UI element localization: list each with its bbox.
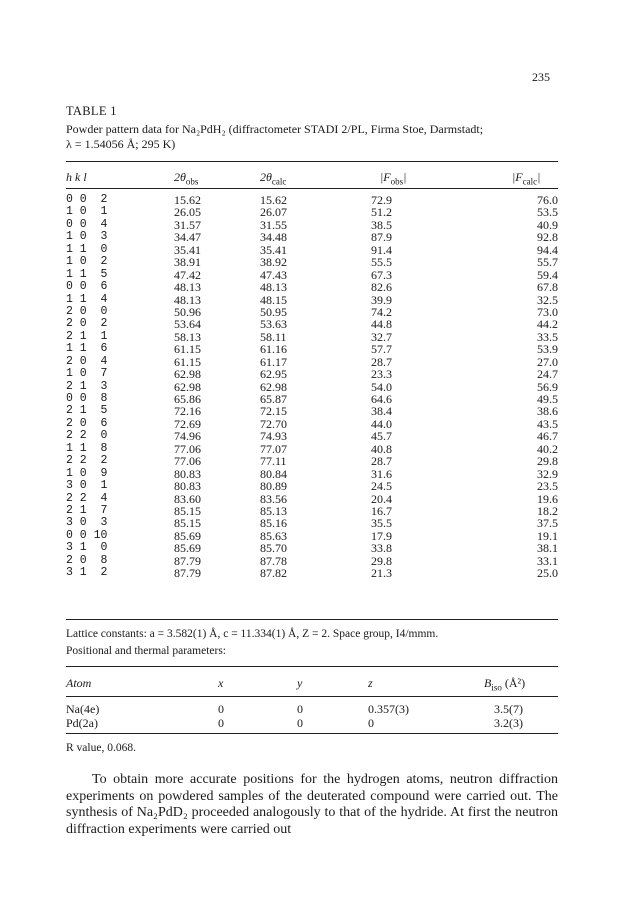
pos-row-biso-0: 3.5(7) bbox=[494, 702, 523, 716]
cell-calc: 26.07 bbox=[260, 205, 287, 220]
cell-fc: 32.5 bbox=[537, 292, 558, 307]
cell-obs: 77.06 bbox=[174, 441, 201, 456]
header-f-obs bbox=[380, 170, 406, 186]
table-row bbox=[66, 567, 558, 579]
cell-hkl: 2 1 7 bbox=[66, 503, 108, 517]
cell-calc: 31.55 bbox=[260, 217, 287, 232]
cell-fc: 37.5 bbox=[537, 516, 558, 531]
cell-calc: 83.56 bbox=[260, 491, 287, 506]
table-row bbox=[66, 468, 558, 480]
table-row bbox=[66, 368, 558, 380]
cell-fo: 24.5 bbox=[371, 479, 392, 494]
cell-fc: 49.5 bbox=[537, 392, 558, 406]
cell-fc: 53.5 bbox=[537, 205, 558, 220]
cell-fo: 54.0 bbox=[371, 379, 392, 394]
cell-hkl: 3 0 1 bbox=[66, 479, 108, 493]
cell-fc: 19.6 bbox=[537, 491, 558, 506]
cell-obs: 87.79 bbox=[174, 566, 201, 581]
pos-header-atom-text: Atom bbox=[66, 676, 92, 690]
table-row bbox=[66, 517, 558, 529]
cell-calc: 77.07 bbox=[260, 441, 287, 456]
cell-fo: 55.5 bbox=[371, 255, 392, 270]
cell-fo: 44.0 bbox=[371, 416, 392, 431]
body-paragraph bbox=[66, 772, 558, 838]
cell-obs: 72.69 bbox=[174, 416, 201, 431]
table-row bbox=[66, 194, 558, 206]
table-row bbox=[66, 505, 558, 517]
cell-fc: 33.5 bbox=[537, 329, 558, 344]
cell-calc: 34.48 bbox=[260, 230, 287, 245]
cell-obs: 85.15 bbox=[174, 503, 201, 518]
cell-fc: 23.5 bbox=[537, 479, 558, 494]
cell-hkl: 2 2 4 bbox=[66, 491, 108, 505]
cell-obs: 34.47 bbox=[174, 230, 201, 245]
cell-fo: 21.3 bbox=[371, 566, 392, 581]
cell-obs: 47.42 bbox=[174, 267, 201, 282]
pos-header-y bbox=[297, 676, 302, 691]
cell-calc: 61.17 bbox=[260, 354, 287, 369]
lattice-constants: Lattice constants: a = 3.582(1) Å, c = 11.334(1) Å, Z = 2. Space group, I4/mmm. bbox=[66, 628, 439, 640]
cell-fo: 20.4 bbox=[371, 491, 392, 506]
cell-hkl: 1 0 1 bbox=[66, 205, 108, 219]
cell-hkl: 0 0 6 bbox=[66, 280, 108, 294]
cell-calc: 50.95 bbox=[260, 304, 287, 319]
table-row bbox=[66, 219, 558, 231]
table-row bbox=[66, 542, 558, 554]
cell-fc: 46.7 bbox=[537, 429, 558, 444]
cell-obs: 31.57 bbox=[174, 217, 201, 232]
cell-hkl: 2 0 6 bbox=[66, 416, 108, 430]
header-2theta-obs-sub: obs bbox=[185, 176, 199, 187]
table-row bbox=[66, 393, 558, 405]
cell-fc: 24.7 bbox=[537, 367, 558, 382]
cell-hkl: 1 0 2 bbox=[66, 255, 108, 269]
cell-hkl: 2 0 0 bbox=[66, 304, 108, 318]
cell-obs: 85.69 bbox=[174, 528, 201, 543]
cell-fc: 94.4 bbox=[537, 242, 558, 257]
cell-fc: 29.8 bbox=[537, 454, 558, 469]
table-label: TABLE 1 bbox=[66, 104, 117, 118]
cell-obs: 62.98 bbox=[174, 367, 201, 382]
cell-obs: 61.15 bbox=[174, 354, 201, 369]
cell-hkl: 0 0 4 bbox=[66, 217, 108, 231]
top-rule bbox=[66, 161, 558, 162]
cell-hkl: 1 1 5 bbox=[66, 267, 108, 281]
cell-hkl: 2 0 8 bbox=[66, 553, 108, 567]
table-row bbox=[66, 281, 558, 293]
cell-obs: 80.83 bbox=[174, 466, 201, 481]
table-row bbox=[66, 306, 558, 318]
cell-calc: 74.93 bbox=[260, 429, 287, 444]
cell-obs: 85.15 bbox=[174, 516, 201, 531]
pos-header-x bbox=[218, 676, 223, 691]
cell-obs: 48.13 bbox=[174, 292, 201, 307]
cell-hkl: 2 2 0 bbox=[66, 429, 108, 443]
pos-row-z-0: 0.357(3) bbox=[368, 702, 409, 716]
cell-fc: 53.9 bbox=[537, 342, 558, 357]
cell-fo: 57.7 bbox=[371, 342, 392, 357]
cell-calc: 85.70 bbox=[260, 541, 287, 556]
cell-calc: 87.78 bbox=[260, 553, 287, 568]
cell-calc: 47.43 bbox=[260, 267, 287, 282]
header-2theta-obs-text: 2θ bbox=[174, 170, 186, 184]
pos-header-y-text: y bbox=[297, 676, 303, 690]
cell-calc: 62.98 bbox=[260, 379, 287, 394]
cell-obs: 87.79 bbox=[174, 553, 201, 568]
table-row bbox=[66, 430, 558, 442]
cell-obs: 77.06 bbox=[174, 454, 201, 469]
cell-fc: 33.1 bbox=[537, 553, 558, 568]
cell-calc: 15.62 bbox=[260, 193, 287, 207]
cell-fo: 17.9 bbox=[371, 528, 392, 543]
cell-fo: 45.7 bbox=[371, 429, 392, 444]
cell-calc: 58.11 bbox=[260, 329, 287, 344]
cell-hkl: 2 1 3 bbox=[66, 379, 108, 393]
header-2theta-calc bbox=[260, 170, 286, 186]
cell-hkl: 2 1 1 bbox=[66, 329, 108, 343]
table-row bbox=[66, 455, 558, 467]
cell-fo: 67.3 bbox=[371, 267, 392, 282]
cell-calc: 85.16 bbox=[260, 516, 287, 531]
cell-fc: 19.1 bbox=[537, 528, 558, 543]
pos-row-x-1: 0 bbox=[218, 716, 224, 730]
table-row bbox=[66, 331, 558, 343]
cell-calc: 80.89 bbox=[260, 479, 287, 494]
pos-row-y-1: 0 bbox=[297, 716, 303, 730]
cell-fc: 32.9 bbox=[537, 466, 558, 481]
cell-calc: 48.13 bbox=[260, 280, 287, 295]
body-paragraph-text: To obtain more accurate positions for the hydrogen atoms, neutron diffraction experiments on powdered samples of the deuterated compound were carried out. The synthesis of Na₂PdD₂ proceeded analogously to that of the hydride. At first the neutron diffraction experiments were carried out bbox=[66, 772, 558, 837]
cell-obs: 80.83 bbox=[174, 479, 201, 494]
table-row bbox=[66, 269, 558, 281]
cell-obs: 50.96 bbox=[174, 304, 201, 319]
pos-header-atom bbox=[66, 676, 91, 691]
header-f-obs-bar: | bbox=[403, 170, 407, 184]
positional-top-rule bbox=[66, 666, 558, 667]
cell-hkl: 1 0 3 bbox=[66, 230, 108, 244]
pos-row-atom-1: Pd(2a) bbox=[66, 716, 98, 730]
positional-bottom-rule bbox=[66, 733, 558, 734]
cell-fc: 38.1 bbox=[537, 541, 558, 556]
cell-fo: 64.6 bbox=[371, 392, 392, 406]
cell-fc: 56.9 bbox=[537, 379, 558, 394]
cell-obs: 62.98 bbox=[174, 379, 201, 394]
cell-fo: 91.4 bbox=[371, 242, 392, 257]
cell-fo: 28.7 bbox=[371, 454, 392, 469]
cell-calc: 72.70 bbox=[260, 416, 287, 431]
cell-hkl: 1 1 8 bbox=[66, 441, 108, 455]
cell-fo: 38.4 bbox=[371, 404, 392, 419]
cell-fc: 44.2 bbox=[537, 317, 558, 332]
cell-fo: 38.5 bbox=[371, 217, 392, 232]
cell-fc: 38.6 bbox=[537, 404, 558, 419]
cell-fc: 59.4 bbox=[537, 267, 558, 282]
cell-obs: 35.41 bbox=[174, 242, 201, 257]
cell-fc: 40.9 bbox=[537, 217, 558, 232]
cell-fc: 73.0 bbox=[537, 304, 558, 319]
cell-calc: 85.13 bbox=[260, 503, 287, 518]
cell-hkl: 1 0 9 bbox=[66, 466, 108, 480]
cell-calc: 65.87 bbox=[260, 392, 287, 406]
cell-obs: 53.64 bbox=[174, 317, 201, 332]
table-row bbox=[66, 244, 558, 256]
cell-calc: 87.82 bbox=[260, 566, 287, 581]
cell-hkl: 3 1 2 bbox=[66, 566, 108, 580]
pos-row-x-0: 0 bbox=[218, 702, 224, 716]
cell-obs: 72.16 bbox=[174, 404, 201, 419]
cell-fo: 31.6 bbox=[371, 466, 392, 481]
cell-obs: 85.69 bbox=[174, 541, 201, 556]
pos-header-z-text: z bbox=[368, 676, 373, 690]
header-hkl-text: h k l bbox=[66, 170, 87, 184]
cell-obs: 38.91 bbox=[174, 255, 201, 270]
cell-fo: 23.3 bbox=[371, 367, 392, 382]
cell-hkl: 2 0 4 bbox=[66, 354, 108, 368]
cell-fc: 55.7 bbox=[537, 255, 558, 270]
cell-calc: 80.84 bbox=[260, 466, 287, 481]
cell-fo: 72.9 bbox=[371, 193, 392, 207]
header-2theta-calc-text: 2θ bbox=[260, 170, 272, 184]
cell-fc: 43.5 bbox=[537, 416, 558, 431]
table-row bbox=[66, 318, 558, 330]
cell-obs: 61.15 bbox=[174, 342, 201, 357]
cell-hkl: 0 0 10 bbox=[66, 528, 108, 542]
table-row bbox=[66, 443, 558, 455]
cell-fc: 67.8 bbox=[537, 280, 558, 295]
cell-hkl: 1 1 4 bbox=[66, 292, 108, 306]
table-caption bbox=[66, 122, 558, 152]
table-row bbox=[66, 480, 558, 492]
cell-hkl: 2 2 2 bbox=[66, 454, 108, 468]
header-f-obs-text: |F bbox=[380, 170, 391, 184]
cell-fo: 82.6 bbox=[371, 280, 392, 295]
cell-fc: 76.0 bbox=[537, 193, 558, 207]
cell-calc: 53.63 bbox=[260, 317, 287, 332]
r-value: R value, 0.068. bbox=[66, 742, 136, 754]
table-row bbox=[66, 493, 558, 505]
header-f-calc-sub: calc bbox=[522, 176, 538, 187]
cell-fo: 33.8 bbox=[371, 541, 392, 556]
cell-fc: 40.2 bbox=[537, 441, 558, 456]
cell-obs: 74.96 bbox=[174, 429, 201, 444]
header-f-obs-sub: obs bbox=[390, 176, 404, 187]
cell-hkl: 1 0 7 bbox=[66, 367, 108, 381]
cell-calc: 61.16 bbox=[260, 342, 287, 357]
cell-hkl: 3 0 3 bbox=[66, 516, 108, 530]
table-row bbox=[66, 381, 558, 393]
cell-calc: 72.15 bbox=[260, 404, 287, 419]
pos-row-atom-0: Na(4e) bbox=[66, 702, 100, 716]
caption-line-1: Powder pattern data for Na₂PdH₂ (diffractometer STADI 2/PL, Firma Stoe, Darmstadt; bbox=[66, 122, 484, 136]
cell-obs: 26.05 bbox=[174, 205, 201, 220]
cell-hkl: 1 1 6 bbox=[66, 342, 108, 356]
cell-obs: 65.86 bbox=[174, 392, 201, 406]
pos-header-z bbox=[368, 676, 373, 691]
pos-row-biso-1: 3.2(3) bbox=[494, 716, 523, 730]
table-row bbox=[66, 294, 558, 306]
cell-fc: 18.2 bbox=[537, 503, 558, 518]
cell-fo: 39.9 bbox=[371, 292, 392, 307]
pos-header-biso-text: B bbox=[484, 676, 492, 690]
header-hkl bbox=[66, 170, 87, 185]
pos-header-biso-unit: (Å²) bbox=[501, 676, 526, 690]
cell-calc: 38.92 bbox=[260, 255, 287, 270]
cell-calc: 77.11 bbox=[260, 454, 287, 469]
header-f-calc-bar: | bbox=[537, 170, 541, 184]
cell-fo: 87.9 bbox=[371, 230, 392, 245]
cell-calc: 62.95 bbox=[260, 367, 287, 382]
cell-hkl: 1 1 0 bbox=[66, 242, 108, 256]
cell-fo: 74.2 bbox=[371, 304, 392, 319]
cell-obs: 15.62 bbox=[174, 193, 201, 207]
page-number: 235 bbox=[532, 70, 550, 84]
cell-calc: 35.41 bbox=[260, 242, 287, 257]
table-row bbox=[66, 530, 558, 542]
pos-header-biso bbox=[484, 676, 525, 692]
cell-hkl: 0 0 8 bbox=[66, 392, 108, 405]
table-row bbox=[66, 555, 558, 567]
cell-fc: 92.8 bbox=[537, 230, 558, 245]
cell-fo: 40.8 bbox=[371, 441, 392, 456]
header-rule bbox=[66, 188, 558, 189]
pos-row-z-1: 0 bbox=[368, 716, 374, 730]
header-f-calc-text: |F bbox=[512, 170, 523, 184]
cell-fo: 28.7 bbox=[371, 354, 392, 369]
pos-header-biso-sub: iso bbox=[491, 682, 502, 693]
cell-fo: 29.8 bbox=[371, 553, 392, 568]
cell-hkl: 2 1 5 bbox=[66, 404, 108, 418]
cell-hkl: 0 0 2 bbox=[66, 193, 108, 206]
table-row bbox=[66, 405, 558, 417]
cell-fo: 44.8 bbox=[371, 317, 392, 332]
header-2theta-obs bbox=[174, 170, 198, 186]
cell-fo: 32.7 bbox=[371, 329, 392, 344]
positional-header-rule bbox=[66, 696, 558, 697]
caption-line-2: λ = 1.54056 Å; 295 K) bbox=[66, 137, 176, 151]
table-row bbox=[66, 356, 558, 368]
cell-fc: 25.0 bbox=[537, 566, 558, 581]
table-row bbox=[66, 256, 558, 268]
cell-hkl: 3 1 0 bbox=[66, 541, 108, 555]
positional-title: Positional and thermal parameters: bbox=[66, 645, 226, 657]
cell-fo: 51.2 bbox=[371, 205, 392, 220]
table-bottom-rule bbox=[66, 619, 558, 620]
cell-calc: 48.15 bbox=[260, 292, 287, 307]
table-row bbox=[66, 206, 558, 218]
cell-obs: 48.13 bbox=[174, 280, 201, 295]
table-row bbox=[66, 343, 558, 355]
cell-fo: 35.5 bbox=[371, 516, 392, 531]
pos-header-x-text: x bbox=[218, 676, 224, 690]
table-row bbox=[66, 231, 558, 243]
header-f-calc bbox=[512, 170, 540, 186]
cell-calc: 85.63 bbox=[260, 528, 287, 543]
table-row bbox=[66, 418, 558, 430]
cell-obs: 83.60 bbox=[174, 491, 201, 506]
cell-fc: 27.0 bbox=[537, 354, 558, 369]
pos-row-y-0: 0 bbox=[297, 702, 303, 716]
cell-obs: 58.13 bbox=[174, 329, 201, 344]
powder-table-body bbox=[66, 194, 558, 580]
header-2theta-calc-sub: calc bbox=[271, 176, 287, 187]
cell-hkl: 2 0 2 bbox=[66, 317, 108, 331]
cell-fo: 16.7 bbox=[371, 503, 392, 518]
